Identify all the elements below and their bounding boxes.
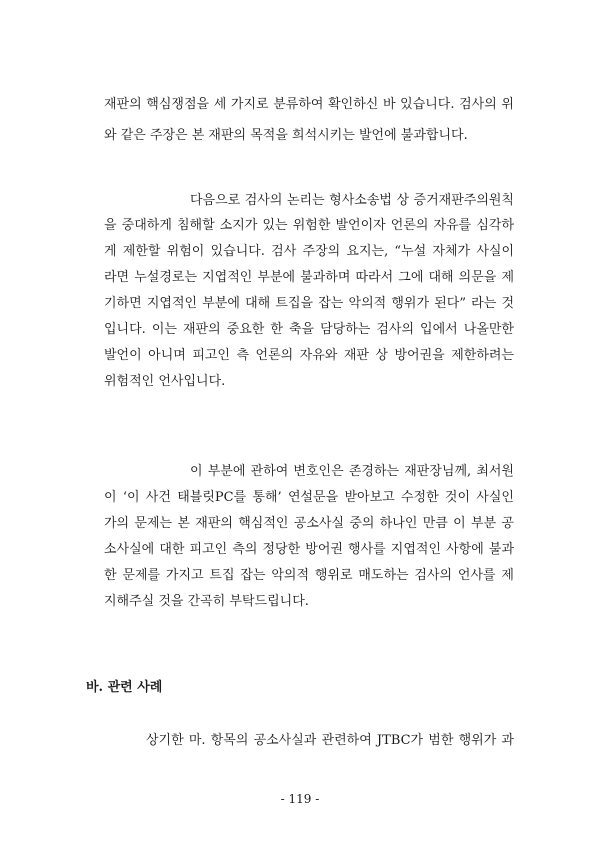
text-line: 다음으로 검사의 논리는 형사소송법 상 증거재판주의원칙 — [190, 193, 514, 208]
text-line: 지해주실 것을 간곡히 부탁드립니다. — [104, 594, 309, 609]
text-line: 게 제한할 위험이 있습니다. 검사 주장의 요지는, “누설 자체가 사실이 — [104, 244, 514, 259]
text-line: 이 부분에 관하여 변호인은 존경하는 재판장님께, 최서원 — [190, 464, 514, 479]
text-line: 라면 누설경로는 지엽적인 부분에 불과하며 따라서 그에 대해 의문을 제 — [104, 270, 514, 285]
text-line: 발언이 아니며 피고인 측 언론의 자유와 재판 상 방어권을 제한하려는 — [104, 348, 514, 363]
text-line: 상기한 마. 항목의 공소사실과 관련하여 JTBC가 범한 행위가 과 — [146, 733, 514, 748]
text-line: 을 중대하게 침해할 소지가 있는 위험한 발언이자 언론의 자유를 심각하 — [104, 218, 514, 233]
page-number: - 119 - — [280, 792, 320, 806]
text-line: 입니다. 이는 재판의 중요한 한 축을 담당하는 검사의 입에서 나올만한 — [104, 322, 514, 337]
text-line: 이 ‘이 사건 태블릿PC를 통해’ 연설문을 받아보고 수정한 것이 사실인 — [104, 490, 514, 505]
text-line: 재판의 핵심쟁점을 세 가지로 분류하여 확인하신 바 있습니다. 검사의 위 — [104, 97, 514, 112]
text-line: 소사실에 대한 피고인 측의 정당한 방어권 행사를 지엽적인 사항에 불과 — [104, 542, 514, 557]
text-line: 기하면 지엽적인 부분에 대해 트집을 잡는 악의적 행위가 된다” 라는 것 — [104, 296, 514, 311]
text-line: 와 같은 주장은 본 재판의 목적을 희석시키는 발언에 불과합니다. — [104, 128, 468, 143]
section-heading: 바. 관련 사례 — [86, 680, 163, 695]
text-line: 한 문제를 가지고 트집 잡는 악의적 행위로 매도하는 검사의 언사를 제 — [104, 568, 514, 583]
text-line: 가의 문제는 본 재판의 핵심적인 공소사실 중의 하나인 만큼 이 부분 공 — [104, 516, 514, 531]
text-line: 위험적인 언사입니다. — [104, 374, 226, 389]
